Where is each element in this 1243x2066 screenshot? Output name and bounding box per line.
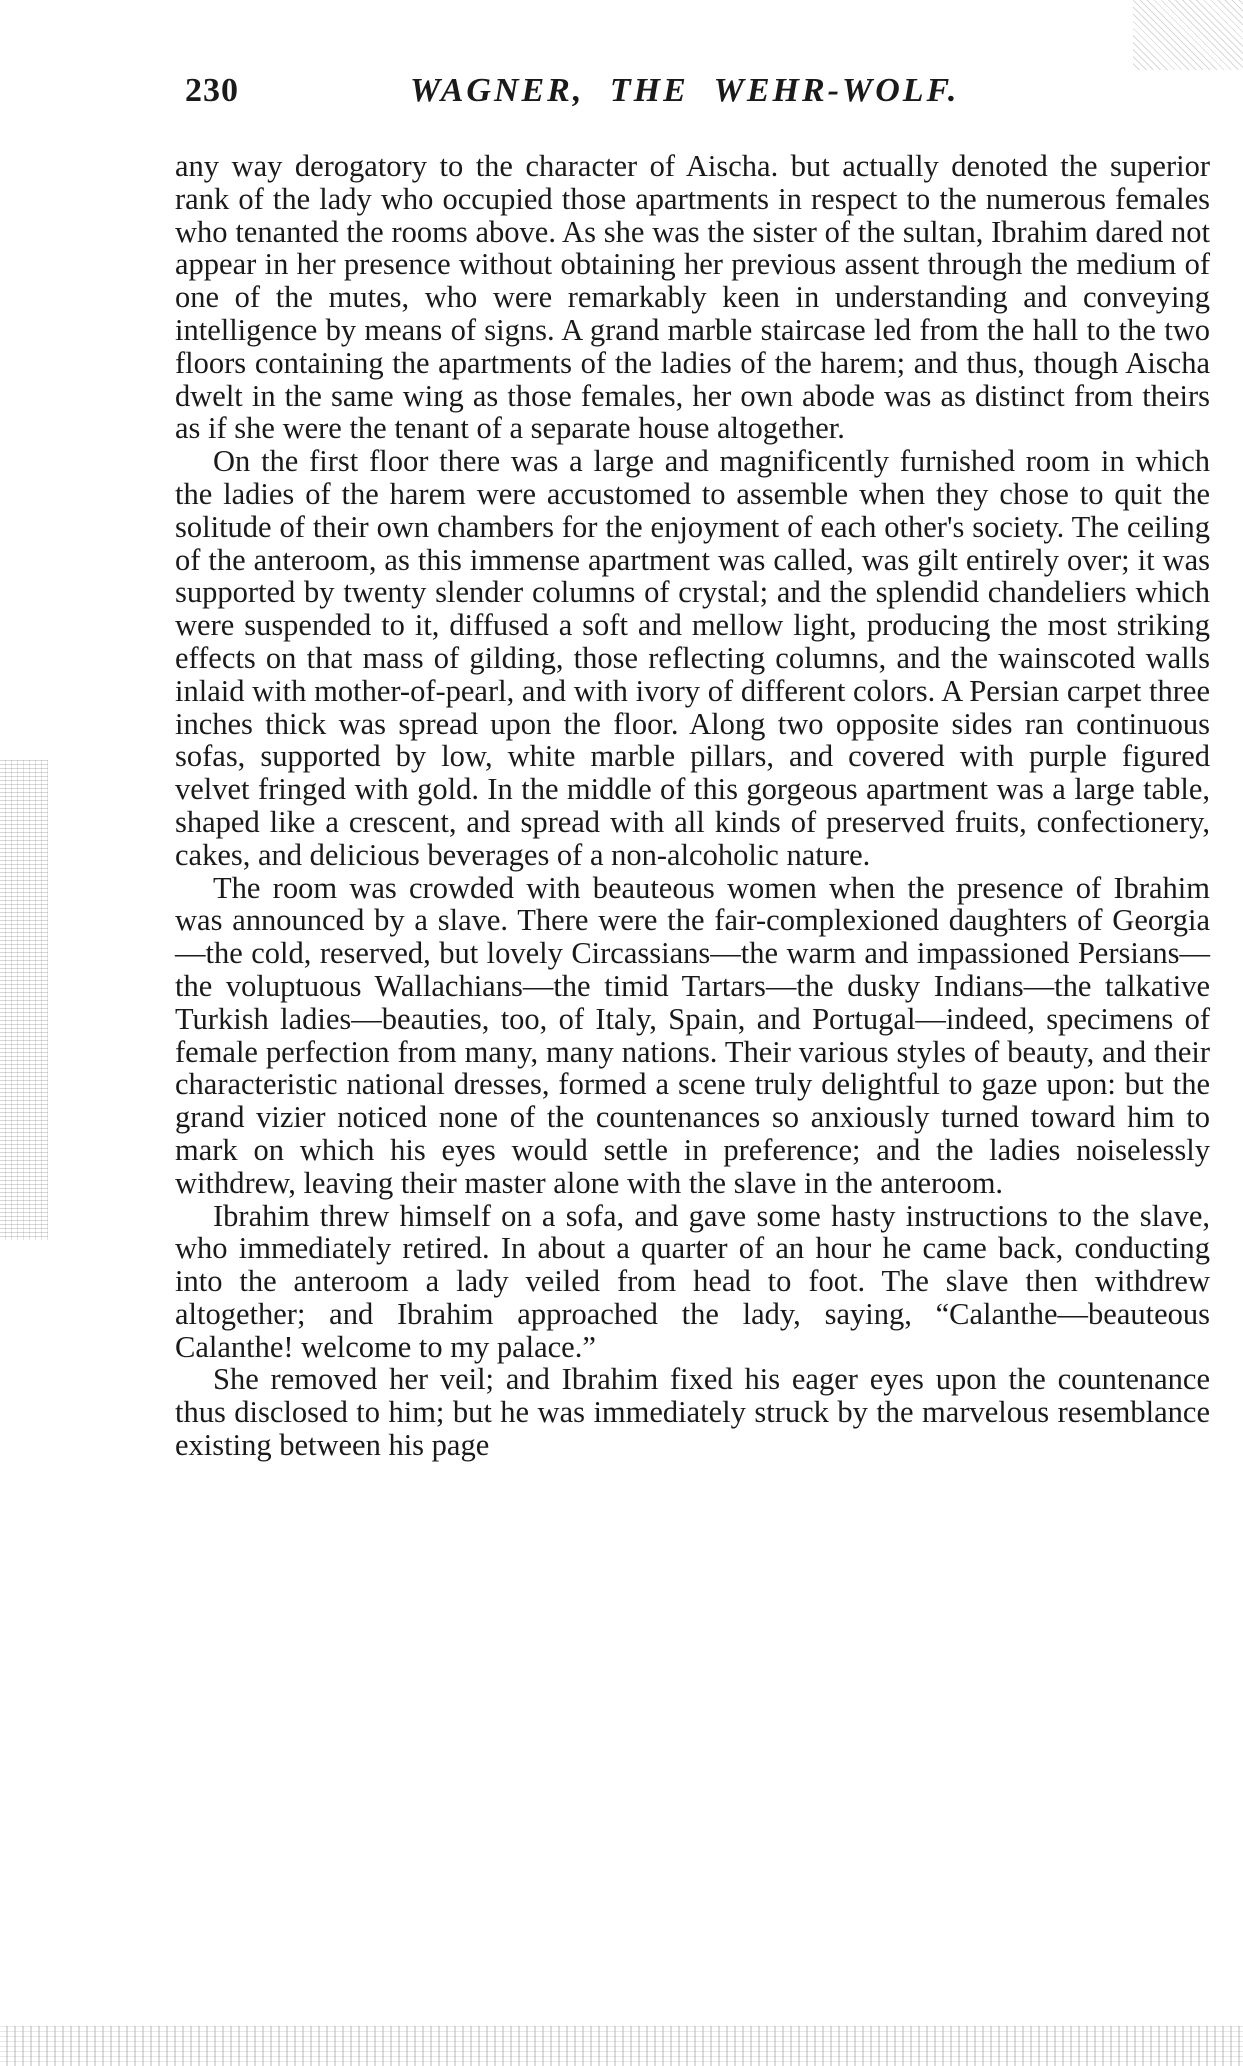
paragraph-continued: any way derogatory to the character of Aischa. but actually denoted the superior rank of the lady who occupied those apartments in respect to the numerous females who tenanted the rooms above. As she was the sister of the sultan, Ibrahim dared not appear in her presence without obtaining her previous assent through the medium of one of the mutes, who were remarkably keen in understanding and conveying intelligence by means of signs. A grand marble staircase led from the hall to the two floors containing the apartments of the ladies of the harem; and thus, though Aischa dwelt in the same wing as those females, her own abode was as distinct from theirs as if she were the tenant of a separate house altogether. xyxy=(175,149,1210,446)
running-title: WAGNER, THE WEHR-WOLF. xyxy=(410,72,960,109)
scan-noise-top-right xyxy=(1133,0,1243,70)
scan-noise-bottom xyxy=(0,2026,1243,2066)
page-header xyxy=(185,72,1215,122)
scan-noise-left-margin xyxy=(0,760,48,1240)
page-body-text xyxy=(175,150,1210,1462)
page-number: 230 xyxy=(185,72,239,109)
paragraph: She removed her veil; and Ibrahim fixed his eager eyes upon the countenance thus disclosed to him; but he was immediately struck by the marvelous resemblance existing between his page xyxy=(175,1362,1210,1463)
paragraph: The room was crowded with beauteous women when the presence of Ibrahim was announced by a slave. There were the fair-complexioned daughters of Georgia—the cold, reserved, but lovely Circassians—the warm and impassioned Persians—the voluptuous Wallachians—the timid Tartars—the dusky Indians—the talkative Turkish ladies—beauties, too, of Italy, Spain, and Portugal—indeed, specimens of female perfection from many, many nations. Their various styles of beauty, and their characteristic national dresses, formed a scene truly delightful to gaze upon: but the grand vizier noticed none of the countenances so anxiously turned toward him to mark on which his eyes would settle in preference; and the ladies noiselessly withdrew, leaving their master alone with the slave in the anteroom. xyxy=(175,870,1210,1200)
paragraph: Ibrahim threw himself on a sofa, and gave some hasty instructions to the slave, who immediately retired. In about a quarter of an hour he came back, conducting into the anteroom a lady veiled from head to foot. The slave then withdrew altogether; and Ibrahim approached the lady, saying, “Calanthe—beauteous Calanthe! welcome to my palace.” xyxy=(175,1198,1210,1364)
paragraph: On the first floor there was a large and magnificently furnished room in which the ladies of the harem were accustomed to assemble when they chose to quit the solitude of their own chambers for the enjoyment of each other's society. The ceiling of the anteroom, as this immense apartment was called, was gilt entirely over; it was supported by twenty slender columns of crystal; and the splendid chandeliers which were suspended to it, diffused a soft and mellow light, producing the most striking effects on that mass of gilding, those reflecting columns, and the wainscoted walls inlaid with mother-of-pearl, and with ivory of different colors. A Persian carpet three inches thick was spread upon the floor. Along two opposite sides ran continuous sofas, supported by low, white marble pillars, and covered with purple figured velvet fringed with gold. In the middle of this gorgeous apartment was a large table, shaped like a crescent, and spread with all kinds of preserved fruits, confectionery, cakes, and delicious beverages of a non-alcoholic nature. xyxy=(175,444,1210,872)
